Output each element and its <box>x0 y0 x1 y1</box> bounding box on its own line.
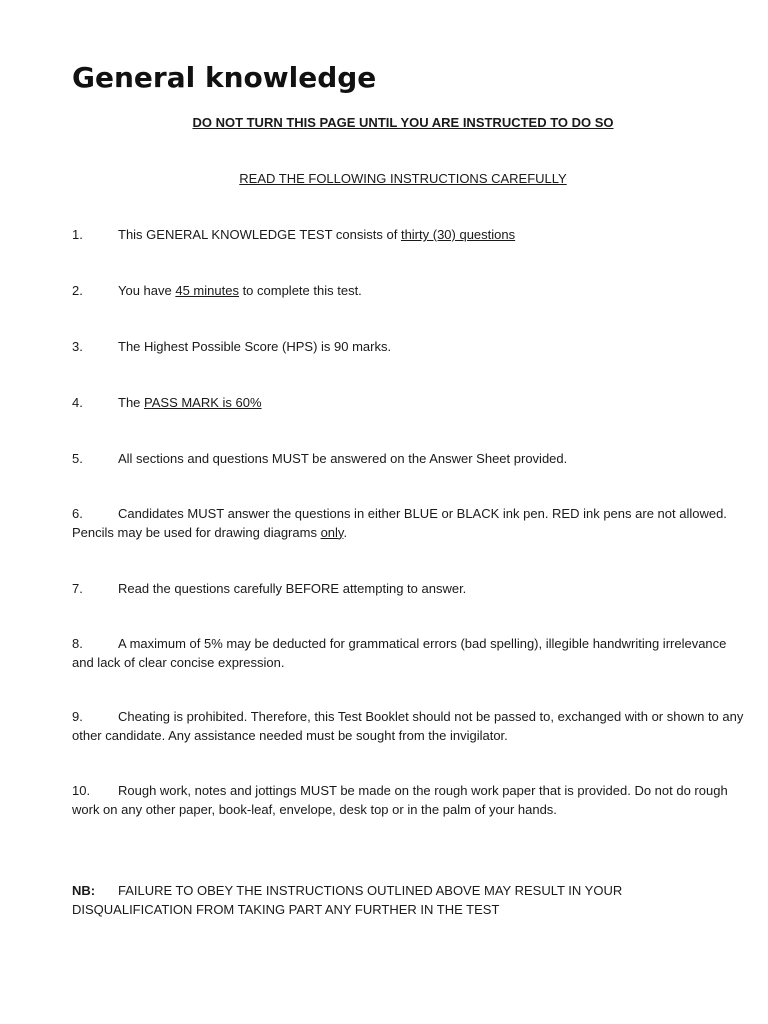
item-number: 9. <box>72 709 83 724</box>
instructions-subheading: READ THE FOLLOWING INSTRUCTIONS CAREFULLY <box>239 171 567 186</box>
instruction-item <box>72 708 744 745</box>
nb-label: NB: <box>72 883 96 898</box>
item-emphasis: 45 minutes <box>175 283 239 298</box>
item-number: 2. <box>72 283 83 298</box>
item-text: All sections and questions MUST be answered on the Answer Sheet provided. <box>118 451 568 466</box>
instruction-item <box>72 635 744 672</box>
item-text: This GENERAL KNOWLEDGE TEST consists of <box>118 227 401 242</box>
item-number: 5. <box>72 451 83 466</box>
item-text: You have <box>118 283 176 298</box>
item-text: Cheating is prohibited. Therefore, this Test Booklet should not be passed to, exchanged with or shown to any other candidate. Any assistance needed must be sought from the invigilator. <box>72 709 744 743</box>
instruction-item <box>72 338 744 357</box>
instruction-item <box>72 782 744 819</box>
instruction-item <box>72 394 744 413</box>
item-emphasis: PASS MARK is 60% <box>144 395 262 410</box>
nb-notice <box>72 882 744 919</box>
item-text: The Highest Possible Score (HPS) is 90 marks. <box>118 339 392 354</box>
item-number: 6. <box>72 506 83 521</box>
instruction-item <box>72 226 744 245</box>
page-title: General knowledge <box>72 61 377 94</box>
item-emphasis: thirty (30) questions <box>400 227 516 242</box>
warning-heading: DO NOT TURN THIS PAGE UNTIL YOU ARE INSTRUCTED TO DO SO <box>192 115 614 130</box>
item-text: Rough work, notes and jottings MUST be made on the rough work paper that is provided. Do not do rough work on any other paper, book-leaf, envelope, desk top or in the palm of your hands. <box>72 783 728 817</box>
item-text: The <box>118 395 145 410</box>
instruction-item <box>72 450 744 469</box>
item-text: Read the questions carefully BEFORE attempting to answer. <box>118 581 467 596</box>
item-emphasis: only <box>320 524 344 540</box>
item-number: 8. <box>72 636 83 651</box>
instruction-item <box>72 505 744 542</box>
nb-text: FAILURE TO OBEY THE INSTRUCTIONS OUTLINED ABOVE MAY RESULT IN YOUR DISQUALIFICATION FROM TAKING PART ANY FURTHER IN THE TEST <box>72 883 623 917</box>
item-number: 4. <box>72 395 83 410</box>
item-text: A maximum of 5% may be deducted for grammatical errors (bad spelling), illegible handwriting irrelevance and lack of clear concise expression. <box>72 636 727 670</box>
instruction-item <box>72 282 744 301</box>
item-number: 3. <box>72 339 83 354</box>
item-text-tail: to complete this test. <box>238 283 362 298</box>
item-number: 10. <box>72 783 91 798</box>
item-text-tail: . <box>343 524 348 540</box>
item-number: 1. <box>72 227 83 242</box>
instruction-item <box>72 580 744 599</box>
item-number: 7. <box>72 581 83 596</box>
item-text: Candidates MUST answer the questions in either BLUE or BLACK ink pen. RED ink pens are not allowed. Pencils may be used for drawing diagrams <box>72 506 727 540</box>
